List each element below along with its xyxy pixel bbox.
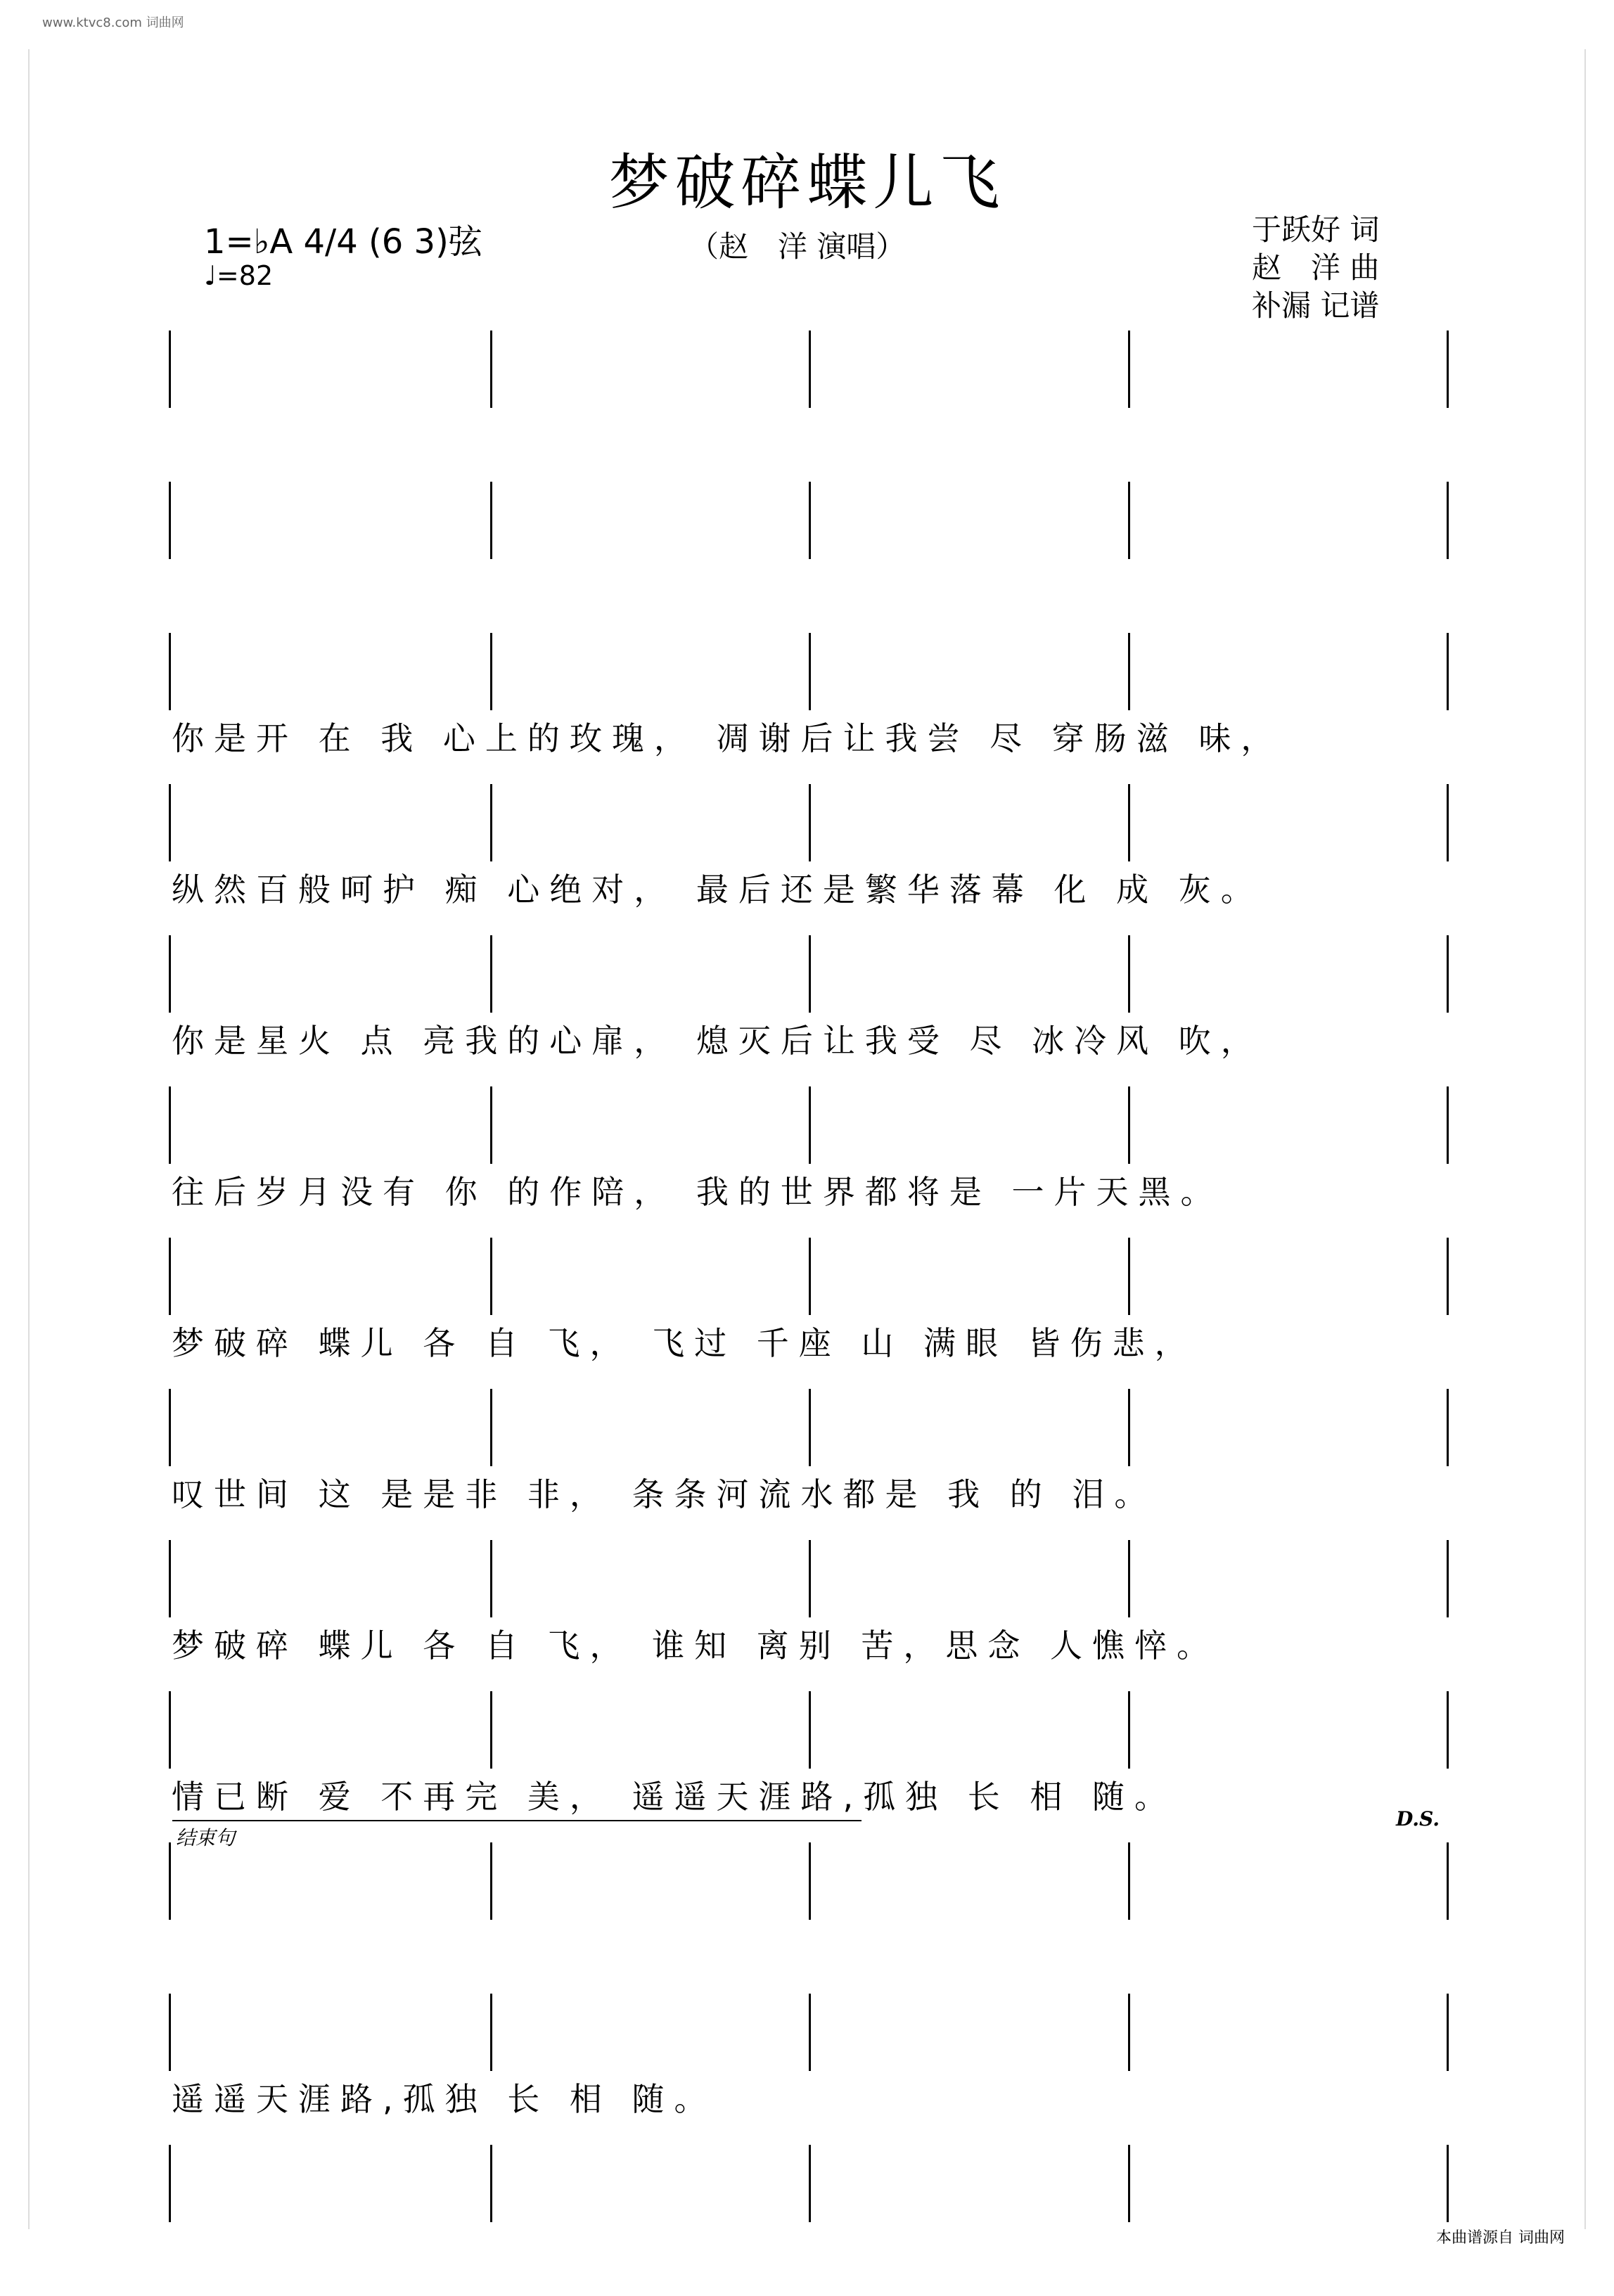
bar-line xyxy=(490,1540,492,1617)
bar-line xyxy=(1128,1691,1130,1769)
notation-staff xyxy=(169,331,1449,408)
score-row xyxy=(169,1540,1449,1691)
singer-credit: （赵 洋 演唱） xyxy=(689,229,906,264)
score-row xyxy=(169,1842,1449,1994)
site-watermark: www.ktvc8.com 词曲网 xyxy=(42,15,184,30)
notation-staff xyxy=(169,2145,1449,2222)
transcriber-credit: 补漏 记谱 xyxy=(1252,288,1380,323)
bar-line xyxy=(1128,935,1130,1013)
bar-line xyxy=(1128,633,1130,710)
bar-line xyxy=(809,1691,811,1769)
bar-line xyxy=(1128,2145,1130,2222)
bar-line xyxy=(1128,482,1130,559)
bar-line xyxy=(809,1842,811,1920)
lyric-line: 梦破碎 蝶儿 各 自 飞， 谁知 离别 苦，思念 人憔悴。 xyxy=(172,1627,1219,1665)
notation-staff xyxy=(169,1842,1449,1920)
bar-line xyxy=(1128,1389,1130,1466)
footer-source: 本曲谱源自 词曲网 xyxy=(1436,2229,1565,2247)
notation-staff xyxy=(169,482,1449,559)
notation-staff xyxy=(169,1238,1449,1315)
score-row xyxy=(169,1238,1449,1389)
bar-line xyxy=(490,1691,492,1769)
score-row xyxy=(169,935,1449,1086)
lyric-line: 你是开 在 我 心上的玫瑰， 凋谢后让我尝 尽 穿肠滋 味， xyxy=(172,719,1283,757)
tempo-marking: ♩=82 xyxy=(204,260,274,291)
bar-line xyxy=(490,1389,492,1466)
dal-segno-mark: D.S. xyxy=(1396,1807,1440,1830)
lyric-line: 往后岁月没有 你 的作陪， 我的世界都将是 一片天黑。 xyxy=(172,1173,1223,1211)
bar-line xyxy=(1128,1086,1130,1164)
lyric-line: 情已断 爱 不再完 美， 遥遥天涯路,孤独 长 相 随。 xyxy=(172,1778,1177,1816)
notation-staff xyxy=(169,1540,1449,1617)
score-row xyxy=(169,1389,1449,1540)
notation-staff xyxy=(169,1691,1449,1769)
notation-staff xyxy=(169,1994,1449,2071)
left-border xyxy=(28,49,30,2229)
lyric-line: 梦破碎 蝶儿 各 自 飞， 飞过 千座 山 满眼 皆伤悲， xyxy=(172,1324,1197,1362)
bar-line xyxy=(490,1238,492,1315)
bar-line xyxy=(809,935,811,1013)
score-row xyxy=(169,1994,1449,2145)
notation-staff xyxy=(169,633,1449,710)
bar-line xyxy=(490,1842,492,1920)
bar-line xyxy=(490,1086,492,1164)
bar-line xyxy=(809,633,811,710)
bar-line xyxy=(1128,1540,1130,1617)
bar-line xyxy=(809,331,811,408)
lyric-line xyxy=(169,1920,1449,1976)
bar-line xyxy=(490,633,492,710)
bar-line xyxy=(809,1540,811,1617)
bar-line xyxy=(1128,1842,1130,1920)
bar-line xyxy=(490,1994,492,2071)
score-row xyxy=(169,1086,1449,1238)
notation-staff xyxy=(169,935,1449,1013)
key-signature: 1=♭A 4/4 (6 3)弦 xyxy=(204,222,482,262)
bar-line xyxy=(1128,784,1130,861)
score-row xyxy=(169,784,1449,935)
song-title: 梦破碎蝶儿飞 xyxy=(608,148,1006,218)
bar-line xyxy=(490,935,492,1013)
score-row xyxy=(169,331,1449,482)
right-border xyxy=(1584,49,1586,2229)
lyric-line xyxy=(169,408,1449,464)
bar-line xyxy=(809,1086,811,1164)
bar-line xyxy=(809,482,811,559)
lyric-line xyxy=(169,559,1449,615)
lyric-line: 你是星火 点 亮我的心扉， 熄灭后让我受 尽 冰冷风 吹， xyxy=(172,1022,1263,1060)
bar-line xyxy=(490,2145,492,2222)
bar-line xyxy=(809,2145,811,2222)
bar-line xyxy=(1128,331,1130,408)
bar-line xyxy=(809,784,811,861)
score-row xyxy=(169,482,1449,633)
credits-block xyxy=(1252,211,1379,325)
ending-label: 结束句 xyxy=(176,1826,236,1849)
lyric-line: 纵然百般呵护 痴 心绝对， 最后还是繁华落幕 化 成 灰。 xyxy=(172,871,1263,909)
lyric-line xyxy=(169,2222,1449,2278)
composer-credit: 赵 洋 曲 xyxy=(1252,250,1380,285)
bar-line xyxy=(809,1389,811,1466)
score-row xyxy=(169,633,1449,784)
bar-line xyxy=(490,482,492,559)
bar-line xyxy=(809,1994,811,2071)
bar-line xyxy=(1128,1238,1130,1315)
lyric-line: 叹世间 这 是是非 非， 条条河流水都是 我 的 泪。 xyxy=(172,1475,1157,1513)
score-body xyxy=(169,331,1449,2296)
bar-line xyxy=(809,1238,811,1315)
bar-line xyxy=(1128,1994,1130,2071)
notation-staff xyxy=(169,1389,1449,1466)
notation-staff xyxy=(169,1086,1449,1164)
notation-staff xyxy=(169,784,1449,861)
bar-line xyxy=(490,784,492,861)
score-row xyxy=(169,2145,1449,2296)
lyric-line: 遥遥天涯路,孤独 长 相 随。 xyxy=(172,2080,717,2118)
lyricist-credit: 于跃好 词 xyxy=(1252,212,1380,247)
ending-bracket xyxy=(172,1820,862,1821)
bar-line xyxy=(490,331,492,408)
